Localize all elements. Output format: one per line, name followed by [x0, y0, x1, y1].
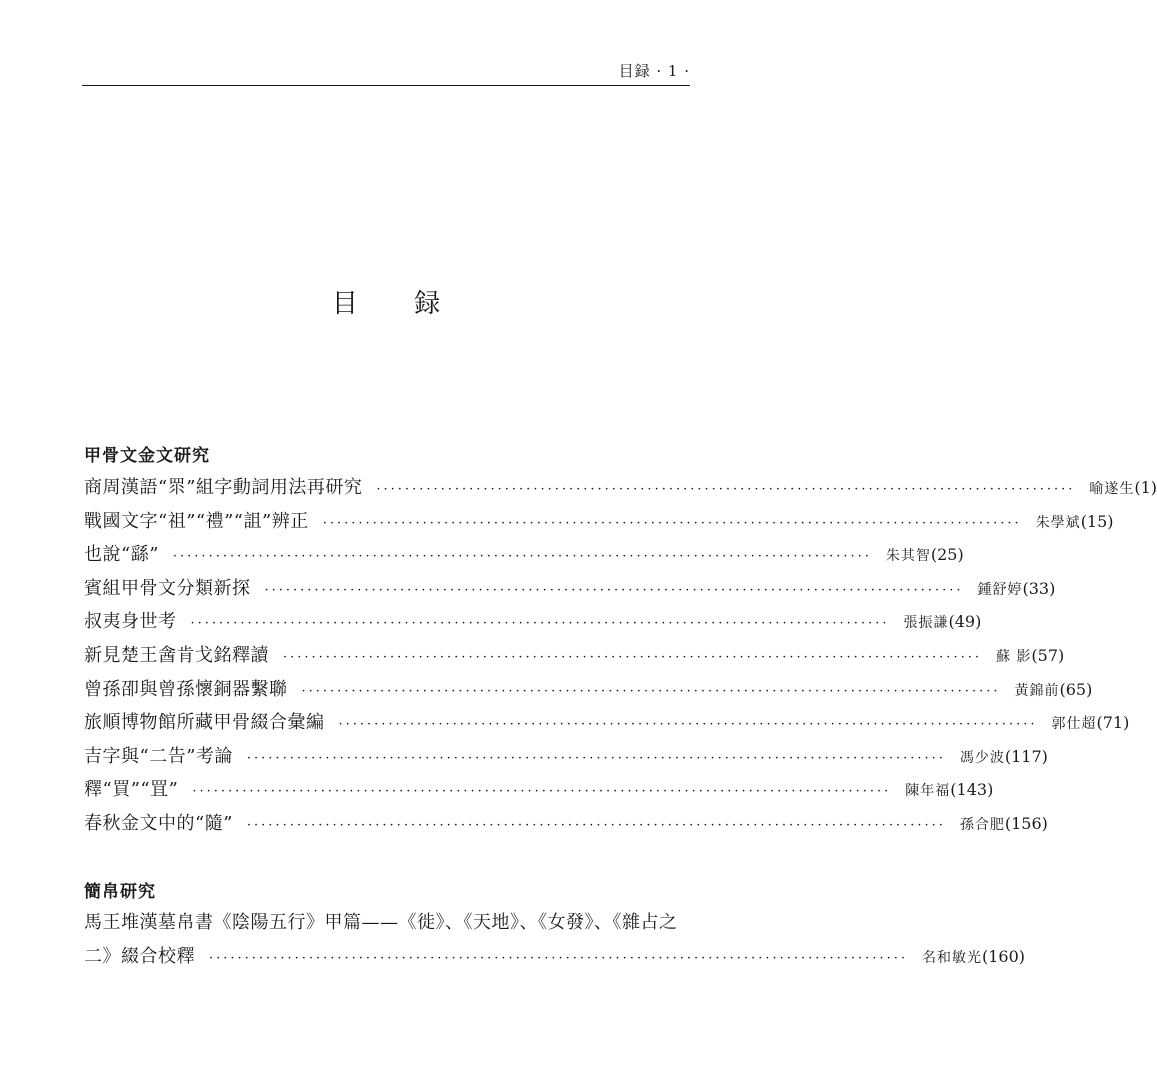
section-heading-oracle-bronze: 甲骨文金文研究 — [84, 446, 210, 466]
entry-title: 吉字與“二告”考論 — [84, 745, 233, 767]
toc-list-bamboo-silk — [84, 908, 1025, 975]
dot-leader: ·································································································· — [190, 616, 890, 632]
entry-title: 賓組甲骨文分類新探 — [84, 577, 251, 599]
header-rule — [82, 85, 690, 86]
entry-page: (156) — [1004, 813, 1048, 833]
dot-leader: ·································································································· — [264, 582, 964, 598]
dot-leader: ·································································································· — [246, 817, 946, 833]
entry-author: 黃錦前 — [1014, 682, 1060, 699]
dot-leader: ·································································································· — [322, 515, 1022, 531]
entry-title: 釋“買”“罝” — [84, 779, 179, 801]
page-title: 目 録 — [331, 289, 465, 319]
entry-page: (57) — [1031, 645, 1065, 665]
toc-entry[interactable] — [84, 540, 964, 574]
entry-title: 春秋金文中的“隨” — [84, 812, 233, 834]
dot-leader: ·································································································· — [246, 750, 946, 766]
dot-leader: ·································································································· — [376, 482, 1076, 497]
toc-entry[interactable] — [84, 473, 1157, 507]
entry-author: 孫合肥 — [959, 816, 1005, 833]
toc-list-oracle-bronze — [84, 473, 1157, 843]
entry-page: (117) — [1004, 746, 1048, 766]
entry-title: 戰國文字“祖”“禮”“詛”辨正 — [84, 510, 309, 532]
entry-title: 叔夷身世考 — [84, 611, 177, 633]
entry-author: 鍾舒婷 — [977, 581, 1023, 598]
entry-author: 名和敏光 — [921, 949, 982, 966]
entry-page: (25) — [930, 545, 964, 565]
entry-page: (65) — [1059, 679, 1093, 699]
toc-entry[interactable] — [84, 775, 994, 809]
dot-leader: ·································································································· — [172, 549, 872, 565]
entry-page: (15) — [1080, 511, 1114, 531]
toc-entry[interactable] — [84, 809, 1048, 843]
dot-leader: ·································································································· — [283, 649, 982, 665]
toc-entry[interactable] — [84, 942, 1025, 976]
entry-author: 朱學斌 — [1035, 514, 1081, 531]
toc-entry[interactable] — [84, 742, 1048, 776]
entry-title: 二》綴合校釋 — [84, 945, 195, 967]
dot-leader: ·································································································· — [338, 717, 1038, 733]
entry-page: (49) — [948, 612, 982, 632]
entry-author: 馮少波 — [959, 749, 1005, 766]
entry-page: (33) — [1022, 578, 1056, 598]
entry-author: 陳年福 — [905, 783, 951, 800]
entry-author: 張振謙 — [903, 615, 949, 632]
running-head: 目録 · 1 · — [618, 62, 690, 80]
entry-title-line1[interactable]: 馬王堆漢墓帛書《陰陽五行》甲篇——《徙》、《天地》、《女發》、《雜占之 — [84, 912, 678, 933]
toc-entry[interactable] — [84, 574, 1056, 608]
entry-author: 喻遂生 — [1089, 481, 1135, 497]
toc-entry[interactable] — [84, 607, 982, 641]
dot-leader: ·································································································· — [301, 683, 1001, 699]
entry-page: (160) — [981, 946, 1025, 966]
toc-entry[interactable] — [84, 641, 1065, 675]
entry-title: 旅順博物館所藏甲骨綴合彙編 — [84, 712, 325, 734]
dot-leader: ·································································································· — [209, 950, 908, 966]
entry-title: 新見楚王酓肯戈銘釋讀 — [84, 644, 269, 666]
section-heading-bamboo-silk: 簡帛研究 — [84, 882, 156, 902]
toc-entry[interactable] — [84, 507, 1114, 541]
toc-entry[interactable] — [84, 708, 1130, 742]
entry-title: 也說“繇” — [84, 544, 159, 566]
entry-title: 商周漢語“眔”組字動詞用法再研究 — [84, 477, 363, 498]
dot-leader: ·································································································· — [192, 784, 892, 800]
entry-page: (143) — [950, 780, 994, 800]
entry-page: (1) — [1134, 478, 1157, 497]
entry-author: 郭仕超 — [1051, 716, 1097, 733]
entry-page: (71) — [1096, 713, 1130, 733]
entry-author: 朱其智 — [885, 548, 931, 565]
entry-author: 蘇 影 — [995, 648, 1032, 665]
toc-entry[interactable] — [84, 675, 1093, 709]
entry-title: 曾孫卲與曾孫懷銅器繫聯 — [84, 678, 288, 700]
